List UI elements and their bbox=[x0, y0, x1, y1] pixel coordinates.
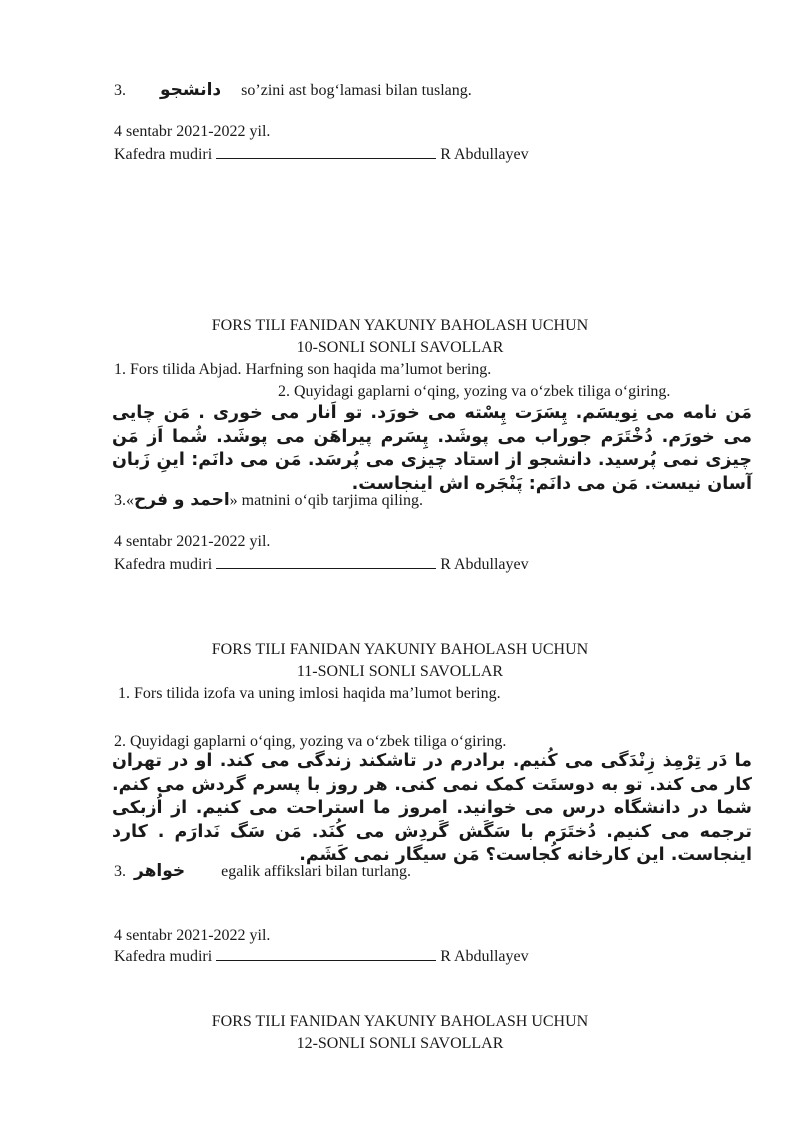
persian-title: احمد و فرح bbox=[134, 490, 230, 510]
block11-date: 4 sentabr 2021-2022 yil. bbox=[114, 927, 271, 944]
question-text: egalik affikslari bilan turlang. bbox=[221, 863, 411, 880]
block10-title: FORS TILI FANIDAN YAKUNIY BAHOLASH UCHUN bbox=[211, 317, 589, 334]
signature-line bbox=[114, 144, 529, 165]
signature-name: R Abdullayev bbox=[440, 146, 529, 163]
signature-name: R Abdullayev bbox=[440, 948, 529, 965]
block11-signature bbox=[114, 946, 529, 967]
quote-open: 3.« bbox=[114, 492, 134, 509]
item-number: 3. bbox=[114, 82, 126, 99]
block10-subtitle: 10-SONLI SONLI SAVOLLAR bbox=[296, 339, 504, 356]
block11-title: FORS TILI FANIDAN YAKUNIY BAHOLASH UCHUN bbox=[211, 641, 589, 658]
block10-signature bbox=[114, 554, 529, 575]
signature-blank bbox=[216, 946, 436, 961]
block12-subtitle: 12-SONLI SONLI SAVOLLAR bbox=[296, 1035, 504, 1052]
block10-persian-text: مَن نامه می نِویسَم. پِسَرَت پِسْته می خورَد. تو اَنار می خوری . مَن چایی می خورَم. دُخْتَرَم جوراب می پوشَد. پِسَرم پیراهَن می پوشَد. شُما اَز مَن چیزی نمی پُرسید. دانشجو از استاد چیزی می پُرسَد. مَن می دانَم: اینِ زَبان آسان نیست. مَن می دانَم: پَنْجَره اش اینجاست. bbox=[112, 403, 752, 494]
signature-label: Kafedra mudiri bbox=[114, 556, 213, 573]
item-text: so’zini ast bog‘lamasi bilan tuslang. bbox=[241, 82, 472, 99]
block11-question-3 bbox=[114, 861, 411, 882]
block10-question-1: 1. Fors tilida Abjad. Harfning son haqida ma’lumot bering. bbox=[114, 361, 492, 378]
block10-question-2: 2. Quyidagi gaplarni o‘qing, yozing va o‘zbek tiliga o‘giring. bbox=[278, 383, 671, 400]
block12-title: FORS TILI FANIDAN YAKUNIY BAHOLASH UCHUN bbox=[211, 1013, 589, 1030]
item-3 bbox=[114, 80, 472, 101]
block11-question-2: 2. Quyidagi gaplarni o‘qing, yozing va o‘zbek tiliga o‘giring. bbox=[114, 733, 507, 750]
signature-blank bbox=[216, 144, 436, 159]
block11-subtitle: 11-SONLI SONLI SAVOLLAR bbox=[296, 663, 504, 680]
block10-question-3 bbox=[114, 490, 423, 511]
signature-label: Kafedra mudiri bbox=[114, 948, 213, 965]
date-line: 4 sentabr 2021-2022 yil. bbox=[114, 123, 271, 140]
block11-persian-text: ما دَر تِرْمِذ زِنْدَگی می کُنیم. برادرم در تاشکند زندگی می کند. او در تهران کار می کند. تو به دوستَت کمک نمی کنی. هر روز با پسرم گردش می کنم. شما در دانشگاه درس می خوانید. امروز ما استراحت می کنیم. از اُزبکی ترجمه می کنیم. دُختَرَم با سَگَش گَردِش می کُنَد. مَن سَگ نَدارَم . کارد اینجاست. این کارخانه کُجاست؟ مَن سیگار نمی کَشَم. bbox=[112, 751, 752, 865]
block11-question-1: 1. Fors tilida izofa va uning imlosi haqida ma’lumot bering. bbox=[118, 685, 501, 702]
item-number: 3. bbox=[114, 863, 126, 880]
block10-date: 4 sentabr 2021-2022 yil. bbox=[114, 533, 271, 550]
signature-label: Kafedra mudiri bbox=[114, 146, 213, 163]
persian-word: خواهر bbox=[134, 861, 186, 881]
signature-name: R Abdullayev bbox=[440, 556, 529, 573]
signature-blank bbox=[216, 554, 436, 569]
persian-word: دانشجو bbox=[160, 80, 222, 100]
question-text: » matnini o‘qib tarjima qiling. bbox=[229, 492, 423, 509]
